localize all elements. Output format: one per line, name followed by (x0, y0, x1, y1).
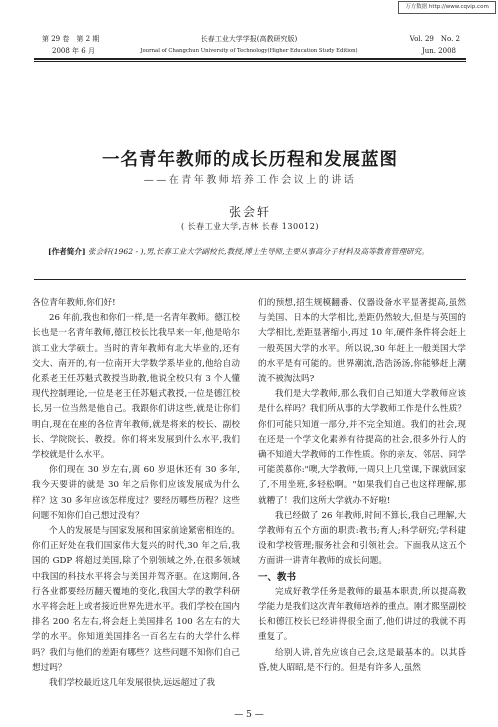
author-affiliation: ( 长春工业大学,吉林 长春 130012) (181, 222, 319, 231)
journal-name-en: Journal of Changchun University of Technology(Higher Education Study Edition) (140, 48, 358, 54)
article-subtitle: ——在青年教师培养工作会议上的讲话 (143, 175, 357, 186)
body-paragraph: 26 年前,我也和你们一样,是一名青年教师。德江校长也是一名青年教师,德江校长比我早来一年,他是哈尔滨工业大学硕士。当时的青年教师有北大毕业的,还有交大、南开的,有一位南开大学数学系毕业的,他给自动化系老王任苏魁式教授当助教,他说全校只有 3 个人懂现代控制理论,一位是老王任苏魁式教授,一位是德江校长,另一位当然是他自己。我跟你们讲这些,就是让你们明白,现在在座的各位青年教师,就是将来的校长、副校长、学院院长、教授。你们将来发展到什么水平,我们学校就是什么水平。 (32, 313, 241, 461)
left-column (32, 296, 240, 691)
body-paragraph: 我已经做了 26 年教师,时间不算长,我自己理解,大学教师有五个方面的职责:教书;育人;科学研究;学科建设和学校管理;服务社会和引领社会。下面我从这五个方面讲一讲青年教师的成长问题。 (258, 510, 466, 567)
body-paragraph: 完成好教学任务是教师的最基本职责,所以提高教学能力是我们这次青年教师培养的重点。刚才熙坚副校长和德江校长已经讲得很全面了,他们讲过的我就不再重复了。 (258, 586, 466, 643)
body-paragraph-continued: 们的预想,招生规模翻番、仪器设备水平显著提高,虽然与美国、日本的大学相比,差距仍然较大,但是与英国的大学相比,差距显著缩小,再过 10 年,硬件条件将会赶上一般英国大学的水平。所以说,30 年赶上一般美国大学的水平是有可能的。世界潮流,浩浩汤汤,你能够赶上潮流不被淘汰吗? (258, 298, 466, 385)
page-number: — 5 — (234, 710, 264, 720)
right-column (258, 296, 466, 676)
salutation: 各位青年教师,你们好! (32, 298, 116, 308)
publication-date: 2008 年 6 月 (52, 47, 95, 55)
body-paragraph: 个人的发展是与国家发展和国家前途紧密相连的。你们正好处在我们国家伟大复兴的时代,30 年之后,我国的 GDP 将超过美国,除了个别领域之外,在很多领域中我国的科技水平将会与美国并驾齐驱。在这期间,各行各业都要经历翻天覆地的变化,我国大学的教学科研水平将会赶上或者接近世界先进水平。我们学校在国内排名 200 名左右,将会赶上美国排名 100 名左右的大学的水平。你知道美国排名一百名左右的大学什么样吗？我们与他们的差距有哪些？这些问题不知你们自己想过吗？ (32, 526, 240, 673)
volume-issue-en: Vol. 29 No. 2 (409, 35, 460, 43)
source-stamp: 万方数据 http://www.cqvip.com (398, 1, 496, 14)
author-name: 张会轩 (228, 205, 271, 219)
article-title: 一名青年教师的成长历程和发展蓝图 (102, 150, 398, 170)
body-paragraph: 你们现在 30 岁左右,离 60 岁退休还有 30 多年,我今天要讲的就是 30 年之后你们应该发展成为什么样？这 30 多年应该怎样度过？要经历哪些历程？这些问题不知你们自己想过没有？ (32, 465, 240, 521)
header-rule-thin (34, 61, 466, 62)
body-paragraph: 我们学校最近这几年发展很快,远远超过了我 (49, 678, 216, 689)
publication-date-en: Jun. 2008 (421, 47, 456, 55)
author-note-label: [作者简介] (48, 247, 86, 256)
author-note (48, 244, 448, 259)
section-heading: 一、教书 (258, 571, 297, 583)
author-note-text: 张会轩(1962 - ),男,长春工业大学副校长,教授,博士生导师,主要从事高分子材料及高等教育管理研究。 (85, 247, 429, 256)
volume-issue: 第 29 卷 第 2 期 (42, 35, 100, 43)
journal-name-cn: 长春工业大学学报(高教研究版) (200, 35, 298, 43)
header-rule (34, 58, 466, 60)
abstract-rule (34, 279, 466, 280)
body-paragraph: 我们是大学教师,那么我们自己知道大学教师应该是什么样吗？我们所从事的大学教师工作是什么性质？你们可能只知道一部分,并不完全知道。我们的社会,现在还是一个学文化素养有待提高的社会,很多外行人的确不知道大学教师的工作性质。你的亲友、邻居、同学可能羡慕你:"噢,大学教师,一周只上几堂课,下课就回家了,不用坐班,多轻松啊。"如果我们自己也这样理解,那就糟了！我们这所大学就办不好啦! (258, 389, 466, 506)
body-paragraph: 给别人讲,首先应该自己会,这是最基本的。以其昏昏,使人昭昭,是不行的。但是有许多人,虽然 (258, 647, 466, 673)
